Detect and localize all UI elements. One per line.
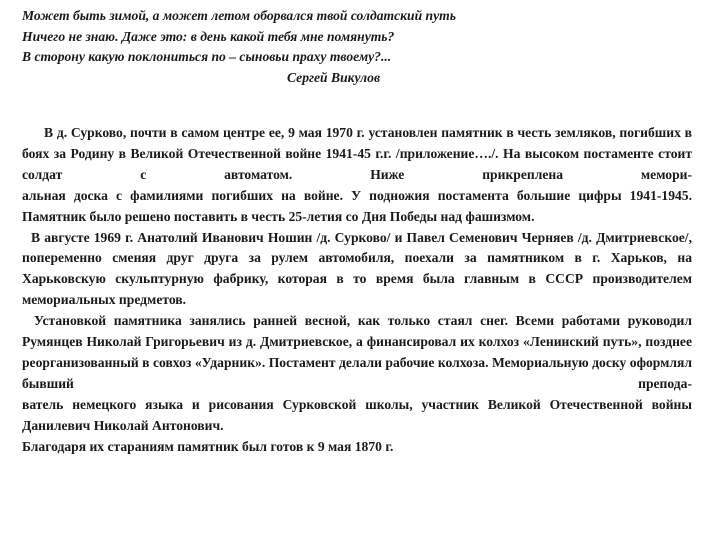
- epigraph-line-2: Ничего не знаю. Даже это: в день какой тебя мне помянуть?: [22, 28, 395, 44]
- epigraph: [22, 6, 692, 88]
- paragraph-1-part-2: альная доска с фамилиями погибших на войне. У подножия постамента большие цифры 1941-1945. Памятник было решено поставить в честь 25-летия со Дня Победы над фашизмом.: [22, 187, 692, 224]
- article-body: [22, 123, 692, 458]
- document-page: [22, 6, 692, 458]
- paragraph-3-part-2: ватель немецкого языка и рисования Сурковской школы, участник Великой Отечественной войны Данилевич Николай Антонович.: [22, 396, 692, 433]
- epigraph-line-3: В сторону какую поклониться по – сыновьи праху твоему?...: [22, 49, 392, 64]
- paragraph-1-part-1: В д. Сурково, почти в самом центре ее, 9 мая 1970 г. установлен памятник в честь земляков, погибших в боях за Родину в Великой Отечественной войне 1941-45 г.г. /приложение…./. На высоком постаменте стоит солдат с автоматом. Ниже прикреплена мемори-: [22, 125, 692, 182]
- epigraph-author: Сергей Викулов: [287, 69, 381, 85]
- paragraph-2-part-1: В августе 1969 г. Анатолий Иванович Ношин /д. Сурково/ и Павел Семенович Черняев /д. Дмитриевское/, попеременно сменяя друг друга за рулем автомобиля, поехали за памятником в г. Харьков, на: [22, 229, 692, 266]
- paragraph-4: Благодаря их стараниям памятник был готов к 9 мая 1870 г.: [22, 438, 394, 454]
- paragraph-2-part-2: Харьковскую скульптурную фабрику, которая в то время была главным в СССР производителем мемориальных предметов.: [22, 271, 692, 308]
- epigraph-line-1: Может быть зимой, а может летом оборвался твой солдатский путь: [22, 8, 456, 23]
- spacer: [22, 88, 692, 123]
- paragraph-3-part-1: Установкой памятника занялись ранней весной, как только стаял снег. Всеми работами руководил Румянцев Николай Григорьевич из д. Дмитриевское, а финансировал их колхоз «Ленинский путь», позднее реорганизованный в совхоз «Ударник». Постамент делали рабочие колхоза. Мемориальную доску оформлял бывший препода-: [22, 313, 692, 391]
